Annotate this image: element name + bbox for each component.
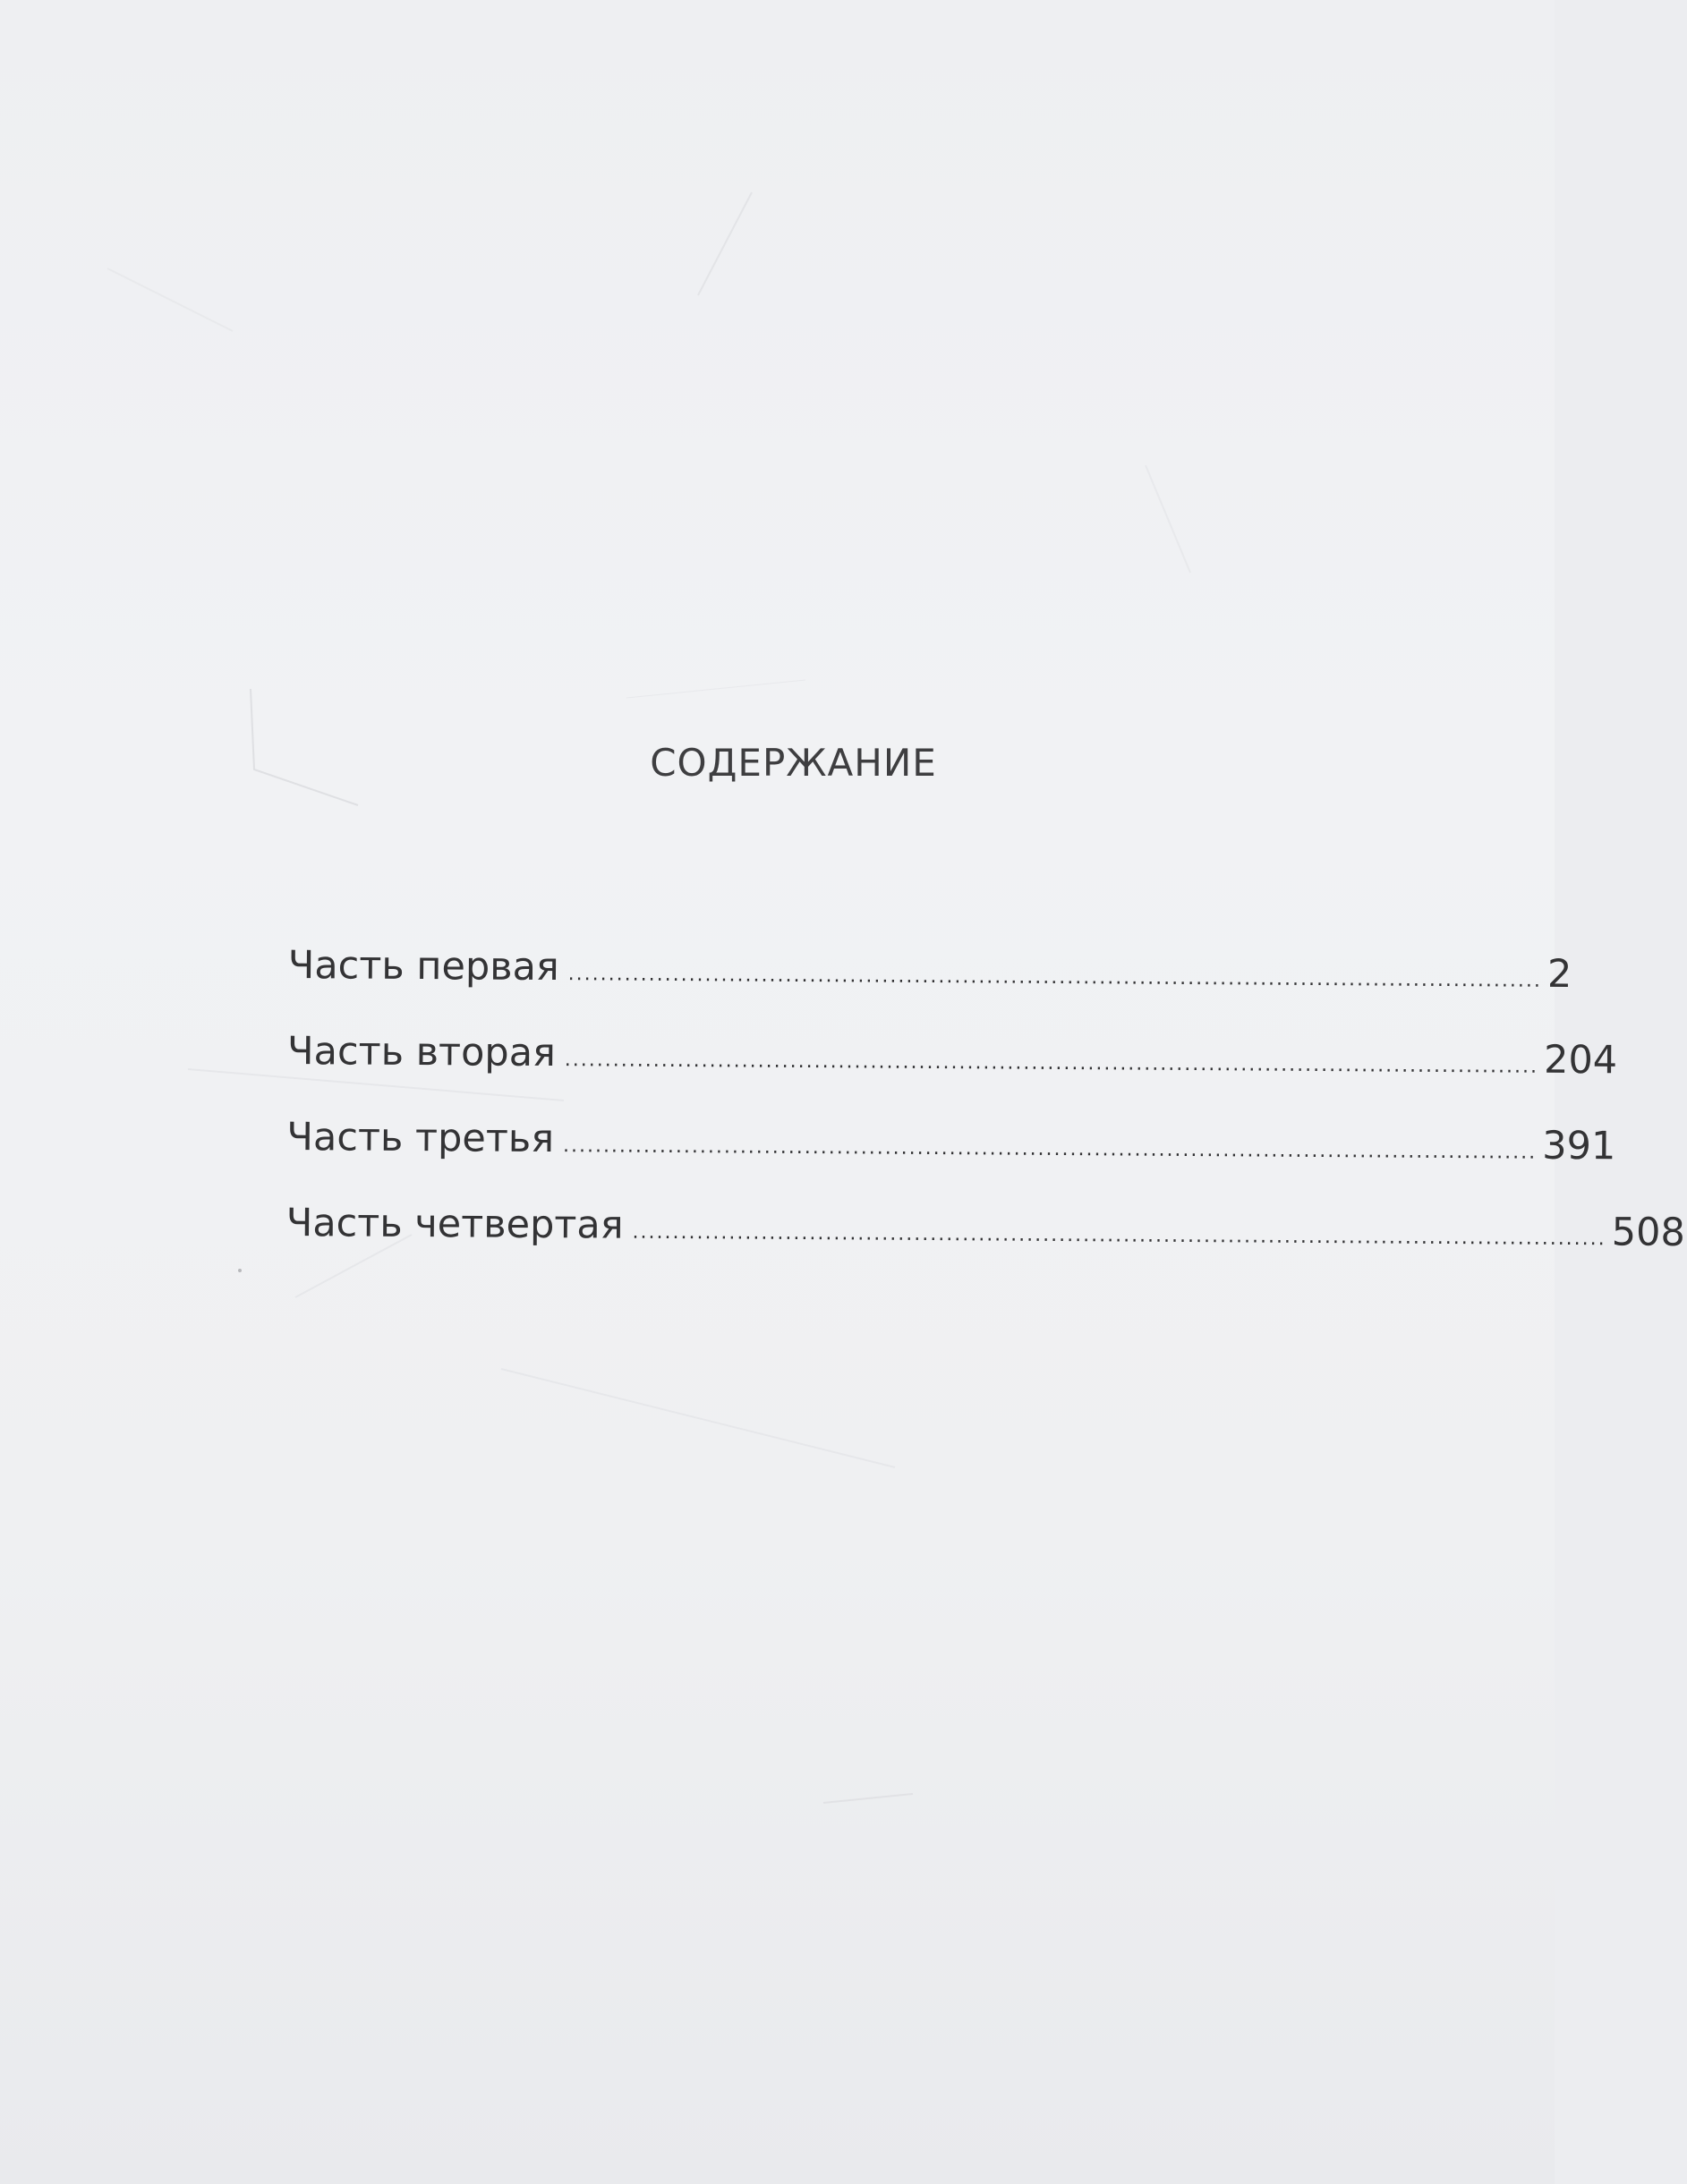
toc-entry-page: 508 bbox=[1611, 1210, 1686, 1255]
toc-entry-title: Часть первая bbox=[287, 943, 559, 990]
toc-dot-leader: ......................................................................................................................... bbox=[567, 963, 1542, 992]
toc-entry bbox=[286, 1028, 1618, 1090]
toc-entry-page: 204 bbox=[1543, 1037, 1618, 1084]
toc-entry-title: Часть четвертая bbox=[285, 1200, 624, 1248]
toc-heading: СОДЕРЖАНИЕ bbox=[650, 741, 937, 785]
toc-entry bbox=[286, 1114, 1616, 1176]
toc-entry-page: 2 bbox=[1546, 951, 1572, 998]
toc-entry-title: Часть третья bbox=[286, 1114, 555, 1162]
toc-dot-leader: ......................................................................................................................... bbox=[632, 1220, 1606, 1251]
toc-entry-page: 391 bbox=[1542, 1123, 1616, 1169]
toc-entry bbox=[285, 1200, 1686, 1262]
toc-entry-title: Часть вторая bbox=[286, 1028, 557, 1076]
toc-entry bbox=[287, 943, 1572, 1004]
toc-dot-leader: ......................................................................................................................... bbox=[562, 1134, 1538, 1164]
toc-dot-leader: ......................................................................................................................... bbox=[564, 1049, 1539, 1078]
